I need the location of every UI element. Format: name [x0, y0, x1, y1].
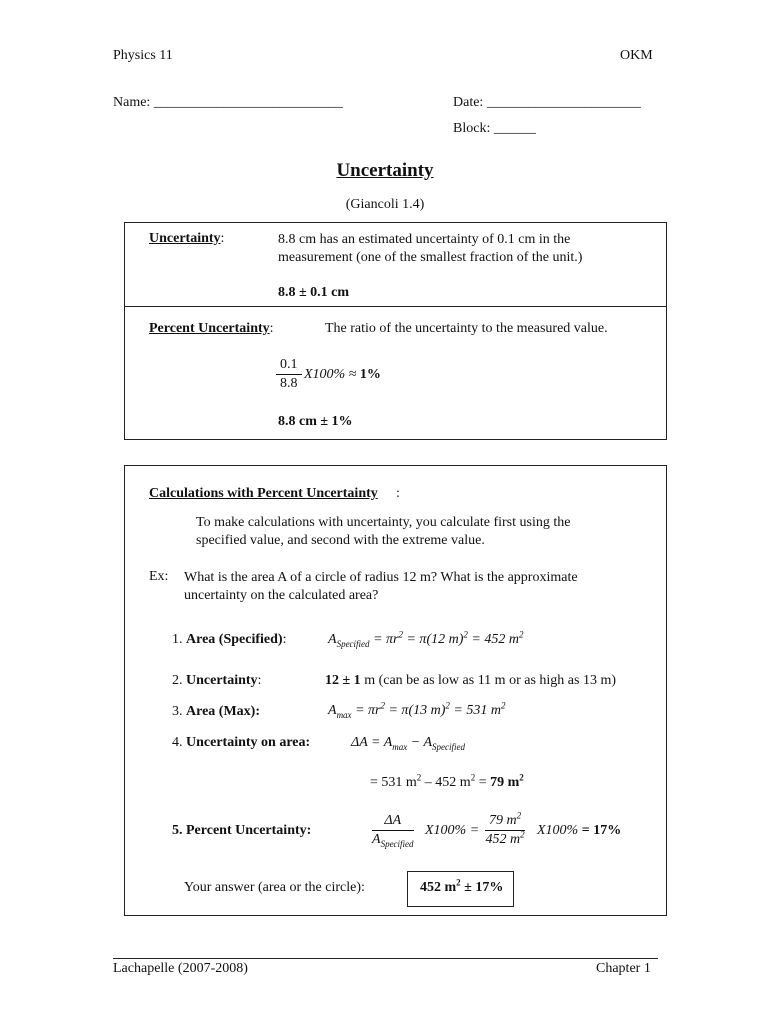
- step-3: [172, 704, 260, 720]
- equation-area-max: $A_{max} = \pi r^2 = \pi(13$ m)$^2$ = 531 $m^2$: [328, 700, 506, 720]
- footer-author: Lachapelle (2007-2008): [113, 961, 248, 976]
- date-field: Date: ______________________: [453, 95, 641, 110]
- ratio-result: [304, 367, 381, 383]
- calculations-intro: To make calculations with uncertainty, you calculate first using the specified value, and second with the extreme value.: [196, 515, 571, 548]
- percent-times-1: X100% =: [425, 823, 480, 838]
- step-number: 3.: [172, 704, 183, 719]
- heading-colon: :: [396, 486, 400, 501]
- step-4: [172, 735, 310, 751]
- equation-area-specified: $A_{Specified} = \pi r^2 = \pi(12$ m)$^2$ = 452 $m^2$: [328, 629, 524, 649]
- equation-uncertainty: 12 ± 1 m (can be as low as 11 m or as high as 13 m): [325, 673, 617, 688]
- percent-description: The ratio of the uncertainty to the measured value.: [325, 321, 608, 336]
- percent-term-text: Percent Uncertainty: [149, 321, 270, 336]
- step-label: Percent Uncertainty:: [186, 823, 312, 838]
- ratio-denominator: 8.8: [280, 376, 298, 391]
- percent-times-2: X100% = 17%: [537, 823, 622, 838]
- example-question: What is the area A of a circle of radius 12 m? What is the approximate uncertainty on the calculated area?: [184, 570, 578, 603]
- uncertainty-description: 8.8 cm has an estimated uncertainty of 0.1 cm in the measurement (one of the smallest fraction of the unit.): [278, 232, 583, 265]
- equation-delta-area: $\Delta A = A_{max} - A_{Specified}$: [351, 735, 466, 752]
- step-number: 4.: [172, 735, 183, 750]
- step-number: 1.: [172, 632, 183, 647]
- answer-label: Your answer (area or the circle):: [184, 880, 365, 895]
- page-title: Uncertainty: [336, 160, 434, 181]
- step-label: Area (Specified): [186, 632, 283, 647]
- name-field: Name: ___________________________: [113, 95, 343, 110]
- percent-fraction-2: $\frac{79 m^2}{452 m^2}$: [485, 810, 525, 847]
- calculations-heading: Calculations with Percent Uncertainty: [149, 486, 378, 501]
- step-label: Uncertainty: [186, 673, 258, 688]
- ratio-numerator: 0.1: [276, 356, 302, 375]
- percent-example: 8.8 cm ± 1%: [278, 414, 353, 429]
- ratio-value: 1%: [359, 367, 381, 382]
- step-number: 5.: [172, 823, 183, 838]
- example-label: Ex:: [149, 569, 169, 584]
- uncertainty-term-colon: :: [220, 231, 225, 246]
- step-5: [172, 823, 311, 839]
- course-label: Physics 11: [113, 48, 173, 63]
- step-suffix: :: [257, 673, 262, 688]
- uncertainty-term: [149, 231, 224, 247]
- footer-rule: [113, 958, 658, 959]
- equation-delta-area-result: = 531 $m^2 - 452$ $m^2 = 79$ $m^2$: [370, 772, 524, 790]
- step-number: 2.: [172, 673, 183, 688]
- ratio-times: X100% ≈: [304, 367, 360, 382]
- step-2: [172, 673, 261, 689]
- initials-label: OKM: [620, 48, 653, 63]
- box-divider: [124, 306, 666, 307]
- page-subtitle: (Giancoli 1.4): [345, 197, 425, 212]
- ratio-fraction: [276, 356, 302, 393]
- percent-term-colon: :: [269, 321, 274, 336]
- step-1: [172, 632, 286, 648]
- uncertainty-example: 8.8 ± 0.1 cm: [278, 285, 350, 300]
- uncertainty-term-text: Uncertainty: [149, 231, 221, 246]
- percent-fraction-1: ΔA $A_{Specified}$: [372, 813, 414, 849]
- block-field: Block: ______: [453, 121, 536, 136]
- step-suffix: :: [282, 632, 287, 647]
- percent-term: [149, 321, 274, 337]
- step-label: Area (Max):: [186, 704, 260, 719]
- footer-chapter: Chapter 1: [596, 961, 651, 976]
- step-label: Uncertainty on area:: [186, 735, 311, 750]
- answer-value: 452 $m^2 \pm 17\%$: [420, 877, 504, 895]
